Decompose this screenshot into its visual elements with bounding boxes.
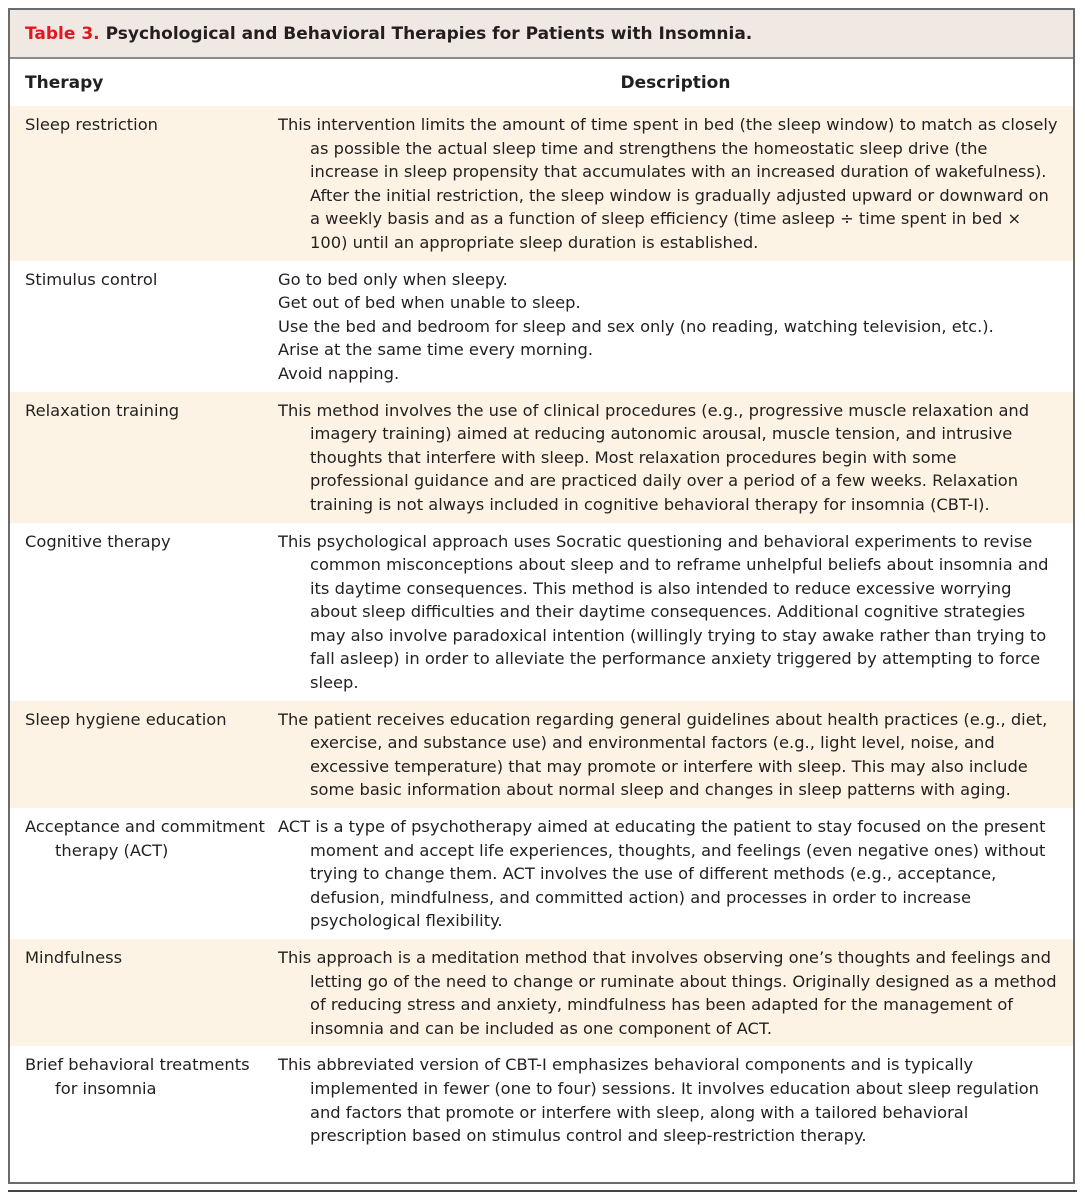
description-cell: This approach is a meditation method that involves observing one’s thoughts and feelings and letting go of the need to change or ruminate about things. Originally designed as a method of reducing stress and anxiety, mindfulness has been adapted for the management of insomnia and can be included as one component of ACT. (278, 948, 1057, 1038)
table-row (10, 939, 1073, 1046)
therapy-cell: Mindfulness (25, 948, 123, 967)
therapy-cell: Sleep hygiene education (25, 709, 227, 729)
therapy-cell: Relaxation training (25, 400, 180, 420)
table-row (10, 1046, 1073, 1153)
description-item: Arise at the same time every morning. (278, 340, 594, 360)
description-item: Get out of bed when unable to sleep. (278, 293, 581, 313)
table-row (10, 808, 1073, 939)
therapy-cell: Cognitive therapy (25, 531, 171, 551)
description-item: Go to bed only when sleepy. (278, 269, 508, 289)
header-therapy: Therapy (25, 72, 104, 93)
table-row (10, 261, 1073, 392)
table-body (10, 106, 1073, 1154)
description-item: Use the bed and bedroom for sleep and sex only (no reading, watching television, etc.). (278, 316, 994, 336)
description-cell: The patient receives education regarding general guidelines about health practices (e.g., diet, exercise, and substance use) and environmental factors (e.g., light level, noise, and excessive temperature) that may promote or interfere with sleep. This may also include some basic information about normal sleep and changes in sleep patterns with aging. (278, 709, 1048, 800)
description-cell (278, 268, 1073, 386)
table-caption: Psychological and Behavioral Therapies for Patients with Insomnia. (105, 23, 753, 44)
header-description: Description (620, 72, 731, 93)
therapy-cell: Brief behavioral treatments for insomnia (25, 1055, 250, 1098)
table-number: Table 3. (25, 23, 100, 44)
therapy-cell: Stimulus control (25, 269, 158, 289)
table-row (10, 701, 1073, 808)
table-header (10, 59, 1073, 106)
therapy-cell: Acceptance and commitment therapy (ACT) (25, 817, 265, 860)
bottom-rule (8, 1190, 1077, 1192)
description-cell: This psychological approach uses Socratic questioning and behavioral experiments to revise common misconceptions about sleep and to reframe unhelpful beliefs about insomnia and its daytime consequences. This method is also intended to reduce excessive worrying about sleep difficulties and their daytime consequences. Additional cognitive strategies may also involve paradoxical intention (willingly trying to stay awake rather than trying to fall asleep) in order to alleviate the performance anxiety triggered by attempting to force sleep. (278, 531, 1049, 693)
description-item: Avoid napping. (278, 363, 400, 383)
description-cell: This method involves the use of clinical procedures (e.g., progressive muscle relaxation and imagery training) aimed at reducing autonomic arousal, muscle tension, and intrusive thoughts that interfere with sleep. Most relaxation procedures begin with some professional guidance and are practiced daily over a period of a few weeks. Relaxation training is not always included in cognitive behavioral therapy for insomnia (CBT-I). (278, 400, 1030, 514)
table-row (10, 106, 1073, 261)
therapy-cell: Sleep restriction (25, 115, 158, 134)
description-cell: This abbreviated version of CBT-I emphasizes behavioral components and is typically implemented in fewer (one to four) sessions. It involves education about sleep regulation and factors that promote or interfere with sleep, along with a tailored behavioral prescription based on stimulus control and sleep-restriction therapy. (278, 1055, 1039, 1146)
table-container (8, 8, 1075, 1184)
table-row (10, 392, 1073, 523)
table-title (10, 10, 1073, 59)
table-row (10, 523, 1073, 701)
description-cell: This intervention limits the amount of time spent in bed (the sleep window) to match as closely as possible the actual sleep time and strengthens the homeostatic sleep drive (the increase in sleep propensity that accumulates with an increased duration of wakefulness). After the initial restriction, the sleep window is gradually adjusted upward or downward on a weekly basis and as a function of sleep efficiency (time asleep ÷ time spent in bed × 100) until an appropriate sleep duration is established. (278, 115, 1058, 252)
description-cell: ACT is a type of psychotherapy aimed at educating the patient to stay focused on the present moment and accept life experiences, thoughts, and feelings (even negative ones) without trying to change them. ACT involves the use of different methods (e.g., acceptance, defusion, mindfulness, and committed action) and processes in order to increase psychological flexibility. (278, 817, 1046, 931)
